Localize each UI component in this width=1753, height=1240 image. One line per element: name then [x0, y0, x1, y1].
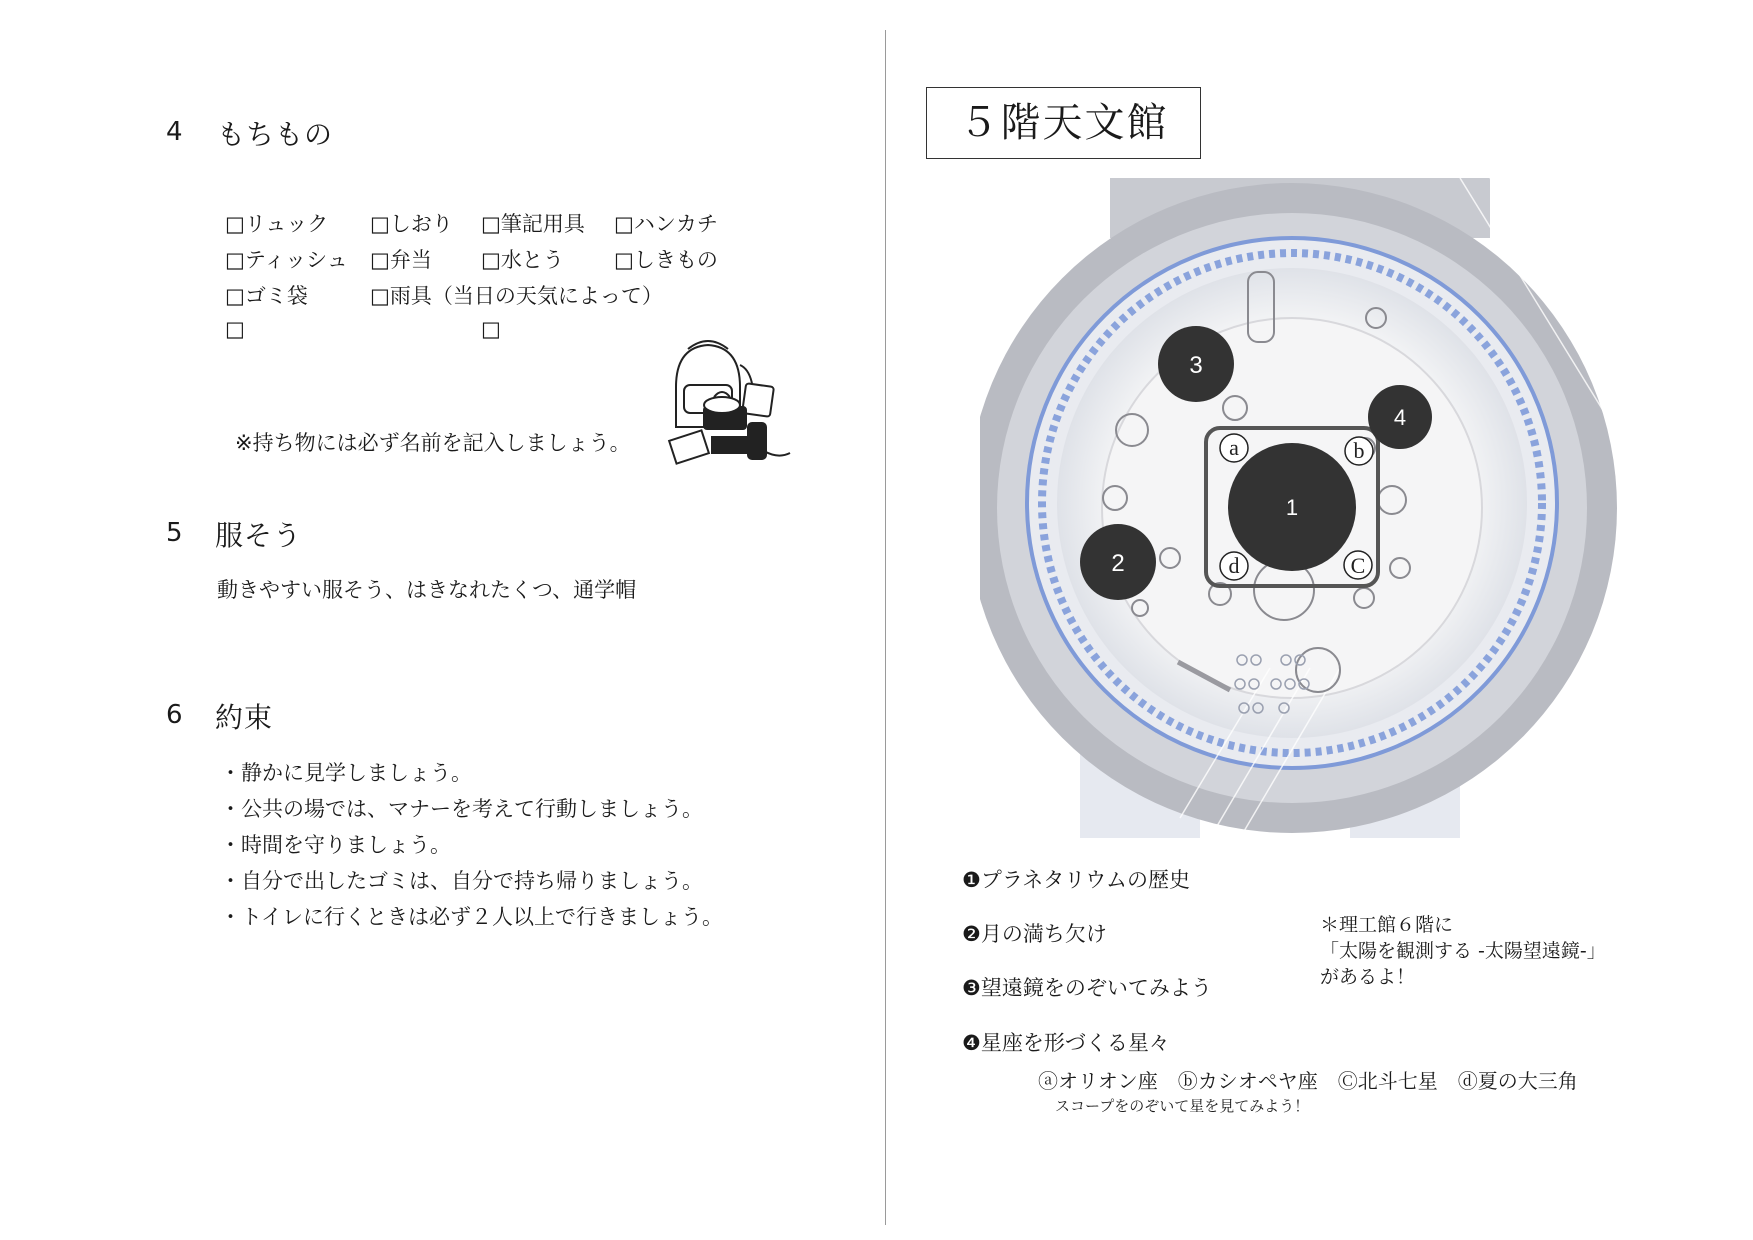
rule-item: ・静かに見学しましょう。 [220, 761, 472, 785]
svg-text:2: 2 [1111, 550, 1125, 577]
checklist-item[interactable]: □ティッシュ [225, 248, 348, 272]
side-note-line: 「太陽を観測する -太陽望遠鏡-」 [1320, 940, 1606, 962]
legend-item-3: ❸望遠鏡をのぞいてみよう [962, 976, 1212, 1000]
map-marker-2 [1080, 524, 1156, 600]
svg-text:d: d [1228, 553, 1240, 578]
rule-item: ・公共の場では、マナーを考えて行動しましょう。 [220, 797, 703, 821]
map-marker-1 [1228, 443, 1356, 571]
clothing-text: 動きやすい服そう、はきなれたくつ、通学帽 [217, 578, 637, 602]
checklist-item[interactable]: □しおり [370, 212, 453, 236]
section-4-number: 4 [166, 117, 183, 147]
observatory-floor-map [980, 178, 1620, 838]
scope-note: スコープをのぞいて星を見てみよう！ [1055, 1097, 1310, 1115]
legend-item-2: ❷月の満ち欠け [962, 922, 1107, 946]
map-letter-d [1220, 552, 1248, 580]
checklist-item[interactable]: □水とう [481, 248, 564, 272]
svg-text:1: 1 [1285, 495, 1299, 520]
side-note [1320, 912, 1606, 990]
side-note-line: ＊理工館６階に [1320, 914, 1454, 936]
checklist-item[interactable]: □ゴミ袋 [225, 284, 308, 308]
section-4-title: もちもの [217, 118, 334, 151]
svg-text:b: b [1353, 438, 1365, 463]
section-6-title: 約束 [215, 701, 274, 734]
rule-item: ・時間を守りましょう。 [220, 833, 451, 857]
name-label-note: ※持ち物には必ず名前を記入しましょう。 [235, 431, 631, 455]
map-letter-b [1345, 437, 1373, 465]
legend-item-4: ❹星座を形づくる星々 [962, 1031, 1170, 1055]
section-6-number: 6 [166, 700, 183, 730]
backpack-items-illustration [660, 335, 800, 475]
section-5-number: 5 [166, 518, 183, 548]
rule-item: ・自分で出したゴミは、自分で持ち帰りましょう。 [220, 869, 703, 893]
svg-text:a: a [1229, 435, 1239, 460]
page-divider [885, 30, 886, 1225]
map-letter-a [1220, 434, 1248, 462]
page-title: ５階天文館 [926, 87, 1201, 159]
rule-item: ・トイレに行くときは必ず２人以上で行きましょう。 [220, 905, 723, 929]
map-marker-4 [1368, 385, 1432, 449]
svg-text:3: 3 [1189, 352, 1203, 379]
section-5-title: 服そう [215, 519, 303, 552]
checklist-item[interactable]: □ [481, 317, 501, 341]
checklist-item[interactable]: □リュック [225, 212, 329, 236]
checklist-item[interactable]: □弁当 [370, 248, 432, 272]
constellation-list: ⓐオリオン座 ⓑカシオペヤ座 Ⓒ北斗七星 ⓓ夏の大三角 [1038, 1069, 1578, 1093]
side-note-line: があるよ！ [1320, 966, 1416, 988]
checklist-item[interactable]: □雨具（当日の天気によって） [370, 284, 663, 308]
checklist-item[interactable]: □ハンカチ [614, 212, 718, 236]
checklist-item[interactable]: □しきもの [614, 248, 718, 272]
map-marker-3 [1158, 326, 1234, 402]
svg-text:4: 4 [1393, 405, 1407, 430]
checklist-item[interactable]: □ [225, 317, 245, 341]
legend-item-1: ❶プラネタリウムの歴史 [962, 868, 1190, 892]
svg-text:C: C [1350, 553, 1366, 578]
map-letter-c [1344, 551, 1372, 579]
checklist-item[interactable]: □筆記用具 [481, 212, 585, 236]
